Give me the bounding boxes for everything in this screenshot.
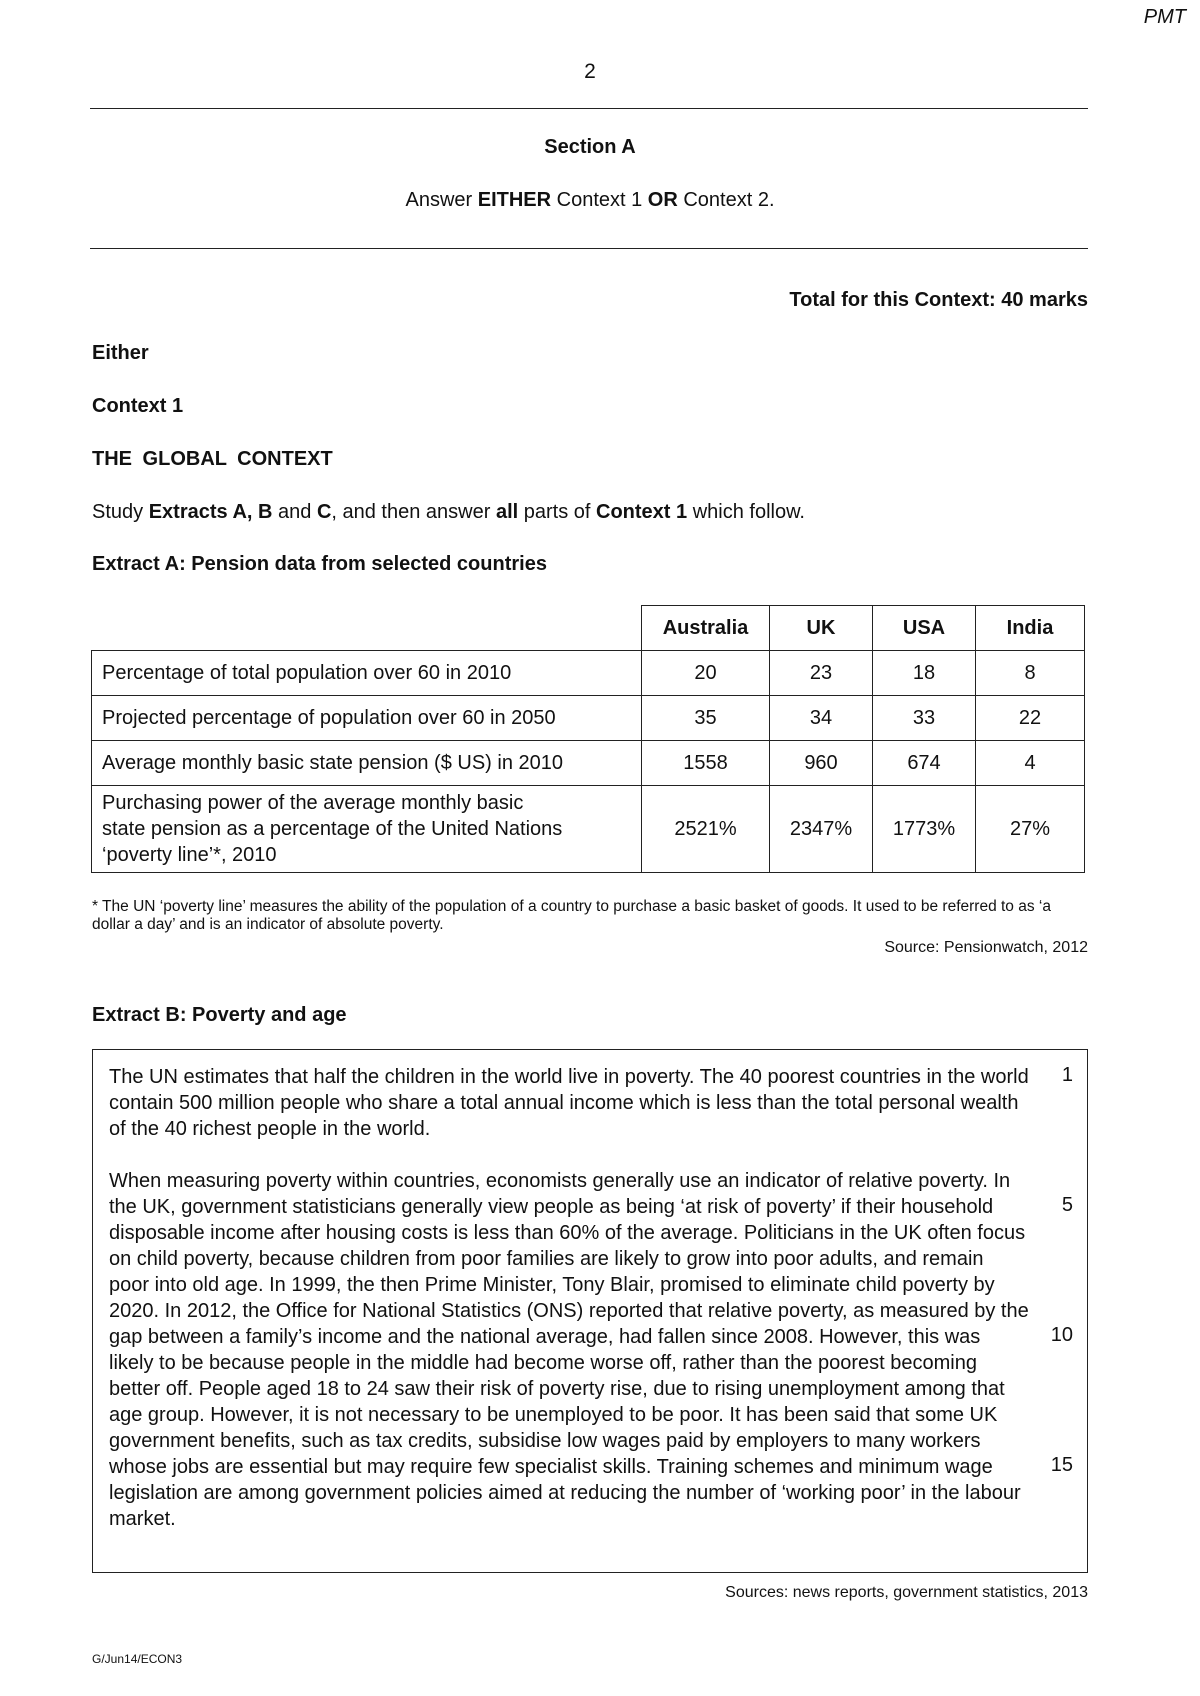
study-part: parts of xyxy=(518,501,597,523)
row-label: Projected percentage of population over 60 in 2050 xyxy=(92,696,642,741)
study-part: , and then answer xyxy=(331,501,496,523)
table-cell: 22 xyxy=(976,696,1085,741)
context-label: Context 1 xyxy=(92,395,184,417)
top-rule xyxy=(90,108,1088,109)
instr-part: Answer xyxy=(405,189,478,211)
table-cell: 18 xyxy=(873,651,976,696)
extract-b-paragraph: When measuring poverty within countries, economists generally use an indicator of relative poverty. In the UK, government statisticians generally view people as being ‘at risk of poverty’ if their household disposable income after housing costs is less than 60% of the average. Politicians in the UK often focus on child poverty, because children from poor families are likely to grow into poor adults, and remain poor into old age. In 1999, the then Prime Minister, Tony Blair, promised to eliminate child poverty by 2020. In 2012, the Office for National Statistics (ONS) reported that relative poverty, as measured by the gap between a family’s income and the national average, had fallen since 2008. However, this was likely to be because people in the middle had become worse off, rather than the poorest becoming better off. People aged 18 to 24 saw their risk of poverty rise, due to rising unemployment among that age group. However, it is not necessary to be unemployed to be poor. It has been said that some UK government benefits, such as tax credits, subsidise low wages paid by employers to many workers whose jobs are essential but may require few specialist skills. Training schemes and minimum wage legislation are among government policies aimed at reducing the number of ‘working poor’ in the labour market. xyxy=(109,1170,1029,1530)
paper-code: G/Jun14/ECON3 xyxy=(92,1652,183,1666)
section-title: Section A xyxy=(544,136,636,158)
study-part: C xyxy=(316,501,332,523)
study-part: and xyxy=(272,501,317,523)
row-label: Average monthly basic state pension ($ US) in 2010 xyxy=(92,741,642,786)
table-cell: 20 xyxy=(642,651,770,696)
line-number: 1 xyxy=(1061,1064,1073,1086)
table-row xyxy=(92,696,1085,741)
extract-b-paragraph: The UN estimates that half the children in the world live in poverty. The 40 poorest countries in the world contain 500 million people who share a total annual income which is less than the total personal wealth of the 40 richest people in the world. xyxy=(109,1066,1029,1140)
table-header-row xyxy=(92,606,1085,651)
instr-part: Context 1 xyxy=(551,189,648,211)
extract-b-box xyxy=(92,1049,1088,1573)
table-cell: 27% xyxy=(976,786,1085,873)
table-cell: 34 xyxy=(770,696,873,741)
table-row xyxy=(92,741,1085,786)
table-cell: 2521% xyxy=(642,786,770,873)
instr-part: Context 2. xyxy=(677,189,775,211)
study-part: all xyxy=(495,501,519,523)
table-cell: 960 xyxy=(770,741,873,786)
line-number: 10 xyxy=(1050,1324,1073,1346)
table-cell: 8 xyxy=(976,651,1085,696)
table-corner xyxy=(92,606,642,651)
table-cell: 1558 xyxy=(642,741,770,786)
extract-a-source: Source: Pensionwatch, 2012 xyxy=(884,939,1088,956)
table-row xyxy=(92,786,1085,873)
row-label-line: ‘poverty line’*, 2010 xyxy=(102,844,277,866)
total-marks: Total for this Context: 40 marks xyxy=(789,289,1088,311)
table-cell: 35 xyxy=(642,696,770,741)
pmt-watermark: PMT xyxy=(1143,6,1186,28)
table-cell: 33 xyxy=(873,696,976,741)
table-cell: 2347% xyxy=(770,786,873,873)
row-label-line: state pension as a percentage of the United Nations xyxy=(102,818,563,840)
study-part: Extracts A, B xyxy=(148,501,273,523)
line-number: 15 xyxy=(1050,1454,1073,1476)
column-header: India xyxy=(976,606,1085,651)
extract-b-source: Sources: news reports, government statistics, 2013 xyxy=(725,1584,1088,1601)
column-header: Australia xyxy=(642,606,770,651)
column-header: USA xyxy=(873,606,976,651)
study-part: which follow. xyxy=(687,501,805,523)
table-cell: 23 xyxy=(770,651,873,696)
context-title: THE GLOBAL CONTEXT xyxy=(92,448,333,470)
instr-part: OR xyxy=(647,189,678,211)
row-label: Percentage of total population over 60 in 2010 xyxy=(92,651,642,696)
extract-a-title: Extract A: Pension data from selected countries xyxy=(92,553,547,575)
pension-table xyxy=(91,605,1085,873)
study-part: Study xyxy=(92,501,149,523)
table-row xyxy=(92,651,1085,696)
either-label: Either xyxy=(92,342,149,364)
section-rule xyxy=(90,248,1088,249)
instr-part: EITHER xyxy=(477,189,552,211)
page-number: 2 xyxy=(584,60,596,83)
extract-b-title: Extract B: Poverty and age xyxy=(92,1004,347,1026)
study-part: Context 1 xyxy=(596,501,688,523)
table-cell: 4 xyxy=(976,741,1085,786)
row-label-line: Purchasing power of the average monthly basic xyxy=(102,792,524,814)
section-instruction xyxy=(0,189,1180,212)
column-header: UK xyxy=(770,606,873,651)
table-footnote: * The UN ‘poverty line’ measures the ability of the population of a country to purchase a basic basket of goods. It used to be referred to as ‘a dollar a day’ and is an indicator of absolute poverty. xyxy=(92,898,1051,933)
table-cell: 674 xyxy=(873,741,976,786)
line-number: 5 xyxy=(1061,1194,1073,1216)
study-instruction xyxy=(92,501,805,524)
table-cell: 1773% xyxy=(873,786,976,873)
row-label xyxy=(92,786,642,873)
